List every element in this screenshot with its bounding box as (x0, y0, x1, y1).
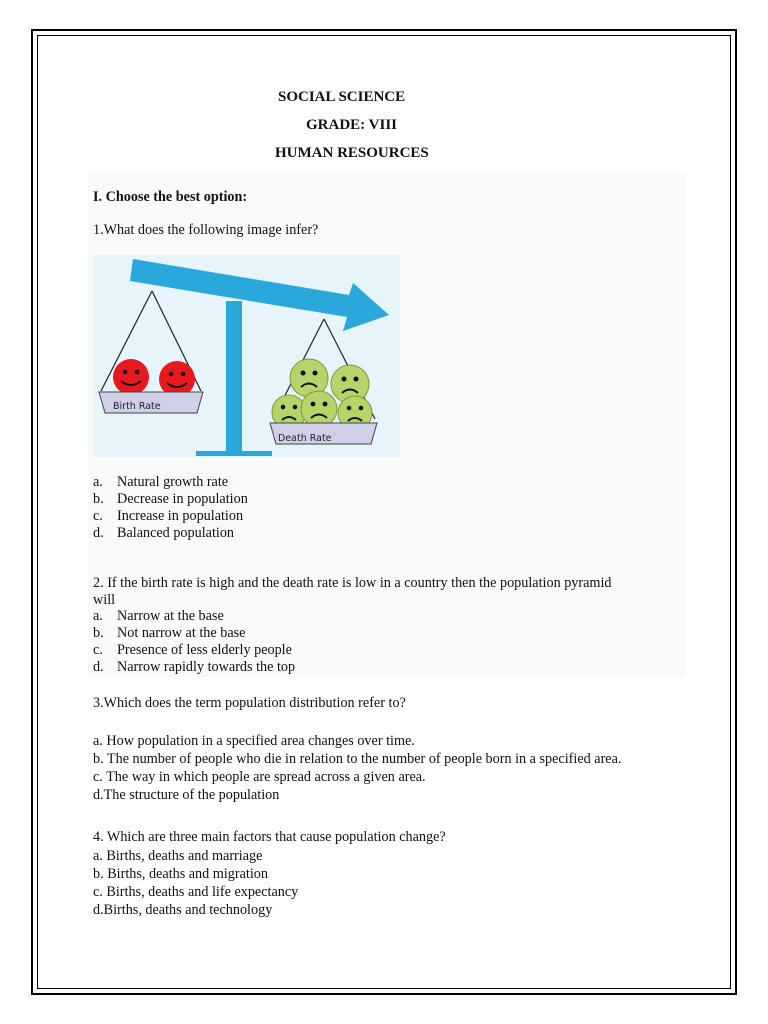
q4-option-a: a. Births, deaths and marriage (93, 848, 263, 864)
scale-base (196, 451, 272, 456)
q1-option-d: d. Balanced population (93, 525, 235, 541)
happy-face-icon (113, 359, 149, 395)
sad-face-icon (301, 391, 337, 427)
question-4-text: 4. Which are three main factors that cause population change? (93, 829, 446, 845)
question-2-text-line2: will (93, 592, 116, 608)
balance-scale-figure (93, 255, 400, 457)
q4-option-b: b. Births, deaths and migration (93, 866, 268, 882)
q4-option-d: d.Births, deaths and technology (93, 902, 273, 918)
scale-stand (226, 301, 242, 453)
scale-beam-arrow (130, 259, 389, 331)
q2-option-c: c. Presence of less elderly people (93, 642, 292, 658)
q2-option-d: d. Narrow rapidly towards the top (93, 659, 296, 675)
q3-option-b: b. The number of people who die in relation to the number of people born in a specified area. (93, 751, 622, 767)
topic-title: HUMAN RESOURCES (275, 145, 429, 161)
q3-option-d: d.The structure of the population (93, 787, 280, 803)
q4-option-c: c. Births, deaths and life expectancy (93, 884, 299, 900)
birth-rate-label: Birth Rate (113, 401, 161, 412)
grade-title: GRADE: VIII (306, 117, 397, 133)
q2-option-b: b. Not narrow at the base (93, 625, 246, 641)
question-2-text-line1: 2. If the birth rate is high and the death rate is low in a country then the population pyramid (93, 575, 612, 591)
q1-option-b: b. Decrease in population (93, 491, 248, 507)
q2-option-a: a. Narrow at the base (93, 608, 224, 624)
subject-title: SOCIAL SCIENCE (278, 89, 406, 105)
section-title: I. Choose the best option: (93, 189, 248, 205)
death-rate-label: Death Rate (278, 433, 332, 444)
q3-option-a: a. How population in a specified area changes over time. (93, 733, 415, 749)
q1-option-a: a. Natural growth rate (93, 474, 229, 490)
question-3-text: 3.Which does the term population distribution refer to? (93, 695, 406, 711)
q1-option-c: c. Increase in population (93, 508, 244, 524)
q3-option-c: c. The way in which people are spread across a given area. (93, 769, 426, 785)
question-1-text: 1.What does the following image infer? (93, 222, 319, 238)
